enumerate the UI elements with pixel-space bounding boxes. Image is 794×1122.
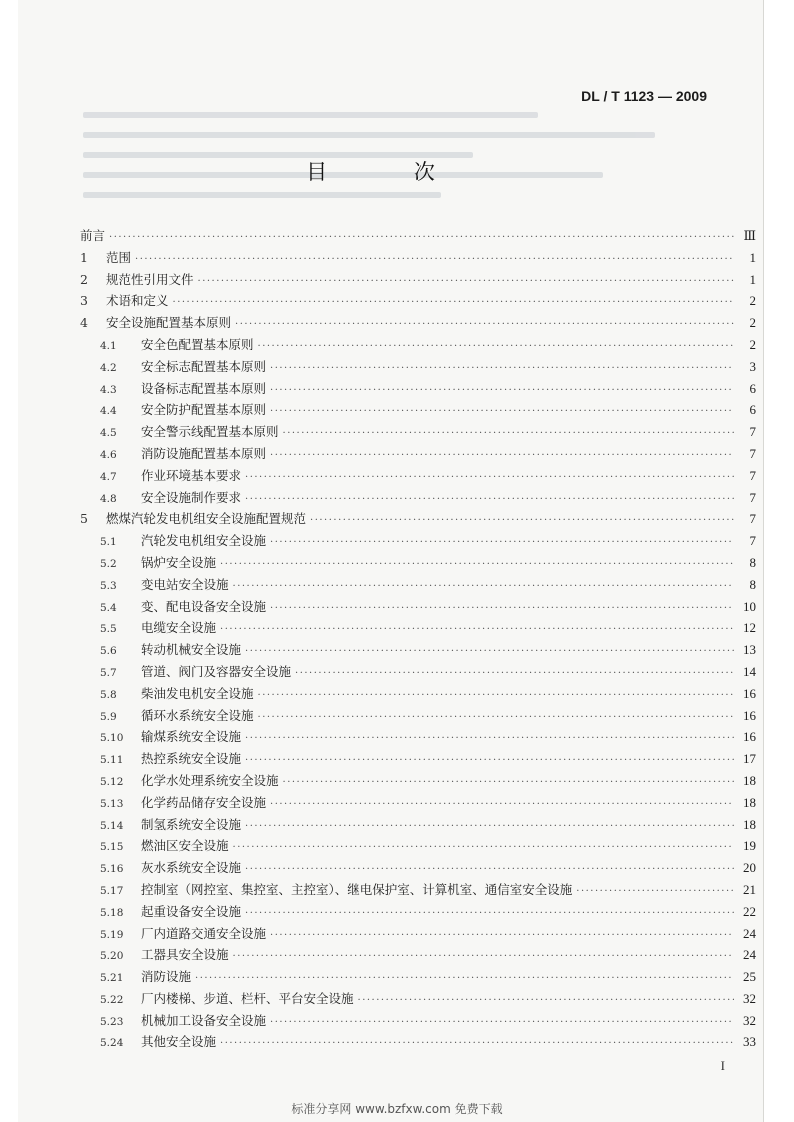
toc-entry-title: 安全设施制作要求	[141, 489, 242, 505]
toc-entry-page: 24	[743, 947, 756, 963]
toc-entry[interactable]	[80, 902, 756, 924]
toc-entry-title: 安全色配置基本原则	[141, 336, 254, 352]
toc-entry-number: 4.7	[100, 470, 117, 483]
toc-entry-page: 16	[743, 685, 756, 701]
toc-entry-title: 变、配电设备安全设施	[141, 598, 267, 614]
toc-entry-number: 5.10	[100, 732, 124, 745]
toc-entry-page: 18	[743, 816, 756, 832]
toc-entry-page: 2	[749, 315, 756, 331]
toc-entry[interactable]	[80, 706, 756, 728]
toc-leader-dots	[245, 494, 734, 505]
toc-entry-title: 消防设施	[141, 969, 192, 985]
toc-entry[interactable]	[80, 945, 756, 967]
toc-entry-page: 14	[743, 663, 756, 679]
toc-leader-dots	[270, 930, 734, 941]
toc-entry[interactable]	[80, 967, 756, 989]
toc-leader-dots	[233, 581, 734, 592]
toc-leader-dots	[220, 624, 734, 635]
watermark-footer: 标准分享网 www.bzfxw.com 免费下载	[291, 1102, 503, 1116]
toc-entry-number: 5	[80, 511, 88, 527]
toc-entry-title: 制氢系统安全设施	[141, 816, 242, 832]
toc-entry-page: 7	[749, 489, 756, 505]
toc-leader-dots	[245, 755, 734, 766]
toc-entry-number: 5.4	[100, 601, 117, 614]
toc-entry-number: 5.18	[100, 906, 124, 919]
toc-entry-title: 术语和定义	[106, 293, 169, 309]
toc-entry-title: 循环水系统安全设施	[141, 707, 254, 723]
toc-leader-dots	[195, 973, 734, 984]
toc-entry-title: 起重设备安全设施	[141, 903, 242, 919]
toc-leader-dots	[270, 537, 734, 548]
toc-entry[interactable]	[80, 444, 756, 466]
toc-entry-title: 作业环境基本要求	[141, 467, 242, 483]
toc-entry-page: 25	[743, 969, 756, 985]
toc-entry[interactable]	[80, 226, 756, 248]
toc-entry-title: 控制室（网控室、集控室、主控室）、继电保护室、计算机室、通信室安全设施	[141, 881, 573, 897]
document-page	[18, 0, 764, 1122]
toc-entry-title: 燃煤汽轮发电机组安全设施配置规范	[106, 511, 307, 527]
toc-entry-title: 厂内楼梯、步道、栏杆、平台安全设施	[141, 990, 354, 1006]
toc-entry-title: 柴油发电机安全设施	[141, 685, 254, 701]
toc-entry[interactable]	[80, 291, 756, 313]
toc-leader-dots	[270, 363, 734, 374]
toc-leader-dots	[233, 842, 734, 853]
toc-leader-dots	[258, 341, 734, 352]
toc-entry-page: 22	[743, 903, 756, 919]
toc-entry-number: 4.5	[100, 427, 117, 440]
toc-entry-page: 7	[749, 445, 756, 461]
toc-leader-dots	[295, 668, 734, 679]
toc-entry-title: 机械加工设备安全设施	[141, 1012, 267, 1028]
toc-entry-title: 工器具安全设施	[141, 947, 229, 963]
toc-entry-title: 设备标志配置基本原则	[141, 380, 267, 396]
toc-entry-number: 1	[80, 249, 88, 265]
toc-entry-number: 4.6	[100, 448, 117, 461]
toc-entry[interactable]	[80, 357, 756, 379]
toc-entry-number: 4	[80, 315, 88, 331]
toc-leader-dots	[270, 1017, 734, 1028]
toc-leader-dots	[283, 428, 734, 439]
toc-entry-title: 热控系统安全设施	[141, 751, 242, 767]
toc-entry-title: 厂内道路交通安全设施	[141, 925, 267, 941]
toc-entry-page: 13	[743, 642, 756, 658]
toc-entry[interactable]	[80, 749, 756, 771]
toc-entry-page: 32	[743, 1012, 756, 1028]
toc-entry-number: 5.11	[100, 754, 124, 767]
toc-entry-page: Ⅲ	[743, 228, 756, 243]
toc-entry-number: 5.22	[100, 993, 124, 1006]
toc-entry-title: 前言	[80, 228, 106, 243]
toc-leader-dots	[235, 319, 734, 330]
toc-entry-number: 5.20	[100, 950, 124, 963]
toc-entry-page: 24	[743, 925, 756, 941]
toc-entry-title: 消防设施配置基本原则	[141, 445, 267, 461]
page-number: I	[720, 1058, 725, 1073]
toc-entry-title: 锅炉安全设施	[141, 554, 217, 570]
toc-entry[interactable]	[80, 793, 756, 815]
toc-entry-title: 输煤系统安全设施	[141, 729, 242, 745]
toc-entry-page: 7	[749, 533, 756, 549]
toc-entry-page: 18	[743, 772, 756, 788]
toc-entry-page: 10	[743, 598, 756, 614]
toc-entry-number: 5.17	[100, 884, 124, 897]
toc-leader-dots	[270, 385, 734, 396]
toc-entry[interactable]	[80, 379, 756, 401]
toc-entry-number: 5.1	[100, 536, 117, 549]
toc-entry-page: 18	[743, 794, 756, 810]
toc-entry[interactable]	[80, 488, 756, 510]
toc-entry-number: 5.9	[100, 710, 117, 723]
toc-entry-title: 电缆安全设施	[141, 620, 217, 636]
toc-leader-dots	[245, 472, 734, 483]
toc-entry-number: 5.16	[100, 863, 124, 876]
toc-entry[interactable]	[80, 553, 756, 575]
toc-entry[interactable]	[80, 531, 756, 553]
toc-entry-page: 7	[749, 467, 756, 483]
toc-entry[interactable]	[80, 422, 756, 444]
toc-entry-title: 范围	[106, 249, 132, 265]
toc-entry-page: 6	[749, 380, 756, 396]
toc-entry-number: 5.23	[100, 1015, 124, 1028]
toc-entry[interactable]	[80, 815, 756, 837]
toc-leader-dots	[270, 406, 734, 417]
toc-entry-number: 5.8	[100, 688, 117, 701]
toc-entry[interactable]	[80, 575, 756, 597]
toc-leader-dots	[245, 733, 734, 744]
toc-entry-number: 5.3	[100, 579, 117, 592]
toc-entry-page: 7	[749, 424, 756, 440]
toc-leader-dots	[173, 297, 734, 308]
toc-entry-number: 5.2	[100, 557, 117, 570]
toc-entry-page: 12	[743, 620, 756, 636]
toc-entry-page: 17	[743, 751, 756, 767]
toc-entry-page: 8	[749, 554, 756, 570]
toc-entry[interactable]	[80, 771, 756, 793]
toc-entry-page: 21	[743, 881, 756, 897]
toc-entry[interactable]	[80, 727, 756, 749]
toc-leader-dots	[245, 908, 734, 919]
toc-entry-page: 6	[749, 402, 756, 418]
toc-entry-page: 32	[743, 990, 756, 1006]
toc-entry[interactable]	[80, 270, 756, 292]
toc-entry-number: 4.3	[100, 383, 117, 396]
toc-entry-number: 5.15	[100, 841, 124, 854]
table-of-contents	[80, 226, 756, 1054]
toc-entry-page: 16	[743, 729, 756, 745]
toc-entry[interactable]	[80, 509, 756, 531]
toc-leader-dots	[258, 712, 734, 723]
toc-entry-number: 4.4	[100, 405, 117, 418]
toc-entry-number: 3	[80, 293, 88, 309]
toc-entry[interactable]	[80, 313, 756, 335]
toc-entry[interactable]	[80, 1011, 756, 1033]
toc-entry-number: 5.7	[100, 666, 117, 679]
toc-entry[interactable]	[80, 466, 756, 488]
toc-entry-number: 5.13	[100, 797, 124, 810]
toc-entry[interactable]	[80, 335, 756, 357]
toc-entry-title: 燃油区安全设施	[141, 838, 229, 854]
toc-entry[interactable]	[80, 640, 756, 662]
toc-leader-dots	[245, 646, 734, 657]
toc-entry-number: 5.14	[100, 819, 124, 832]
toc-entry-number: 5.21	[100, 972, 124, 985]
toc-entry-page: 2	[749, 293, 756, 309]
toc-leader-dots	[220, 559, 734, 570]
toc-leader-dots	[576, 886, 734, 897]
toc-entry[interactable]	[80, 989, 756, 1011]
toc-entry[interactable]	[80, 836, 756, 858]
toc-entry-page: 3	[749, 358, 756, 374]
toc-entry-title: 变电站安全设施	[141, 576, 229, 592]
toc-entry-number: 2	[80, 271, 88, 287]
toc-entry[interactable]	[80, 858, 756, 880]
toc-entry-number: 4.2	[100, 361, 117, 374]
toc-entry-title: 转动机械安全设施	[141, 642, 242, 658]
toc-leader-dots	[109, 232, 734, 243]
toc-leader-dots	[358, 995, 734, 1006]
toc-entry[interactable]	[80, 662, 756, 684]
toc-entry-title: 化学水处理系统安全设施	[141, 772, 279, 788]
toc-leader-dots	[245, 821, 734, 832]
toc-entry-number: 5.12	[100, 775, 124, 788]
toc-entry-page: 19	[743, 838, 756, 854]
toc-entry-page: 8	[749, 576, 756, 592]
toc-entry[interactable]	[80, 400, 756, 422]
toc-entry-title: 安全标志配置基本原则	[141, 358, 267, 374]
toc-leader-dots	[245, 864, 734, 875]
toc-leader-dots	[198, 276, 734, 287]
toc-entry-number: 4.8	[100, 492, 117, 505]
toc-entry[interactable]	[80, 684, 756, 706]
toc-entry-number: 5.6	[100, 645, 117, 658]
toc-entry[interactable]	[80, 1032, 756, 1054]
toc-entry-title: 安全设施配置基本原则	[106, 315, 232, 331]
toc-entry-page: 1	[749, 271, 756, 287]
toc-entry-title: 管道、阀门及容器安全设施	[141, 663, 292, 679]
toc-entry[interactable]	[80, 597, 756, 619]
toc-entry-title: 汽轮发电机组安全设施	[141, 533, 267, 549]
toc-entry-title: 安全防护配置基本原则	[141, 402, 267, 418]
toc-leader-dots	[270, 799, 734, 810]
toc-entry-title: 其他安全设施	[141, 1034, 217, 1050]
toc-leader-dots	[220, 1038, 734, 1049]
toc-leader-dots	[270, 450, 734, 461]
toc-entry-page: 33	[743, 1034, 756, 1050]
toc-entry-page: 20	[743, 860, 756, 876]
toc-entry-title: 安全警示线配置基本原则	[141, 424, 279, 440]
toc-leader-dots	[135, 254, 734, 265]
toc-leader-dots	[270, 603, 734, 614]
toc-leader-dots	[310, 515, 734, 526]
toc-leader-dots	[258, 690, 734, 701]
toc-leader-dots	[233, 951, 734, 962]
toc-entry-page: 16	[743, 707, 756, 723]
toc-entry-page: 7	[749, 511, 756, 527]
toc-entry[interactable]	[80, 618, 756, 640]
page-title: 目 次	[306, 160, 475, 184]
toc-entry-number: 5.5	[100, 623, 117, 636]
toc-entry[interactable]	[80, 880, 756, 902]
toc-entry-title: 规范性引用文件	[106, 271, 194, 287]
toc-entry-title: 灰水系统安全设施	[141, 860, 242, 876]
document-code: DL / T 1123 — 2009	[581, 88, 707, 104]
toc-entry-number: 5.19	[100, 928, 124, 941]
toc-entry-title: 化学药品储存安全设施	[141, 794, 267, 810]
toc-entry-number: 5.24	[100, 1037, 124, 1050]
toc-entry[interactable]	[80, 248, 756, 270]
toc-entry[interactable]	[80, 924, 756, 946]
toc-leader-dots	[283, 777, 734, 788]
toc-entry-page: 1	[749, 249, 756, 265]
toc-entry-number: 4.1	[100, 339, 117, 352]
toc-entry-page: 2	[749, 336, 756, 352]
